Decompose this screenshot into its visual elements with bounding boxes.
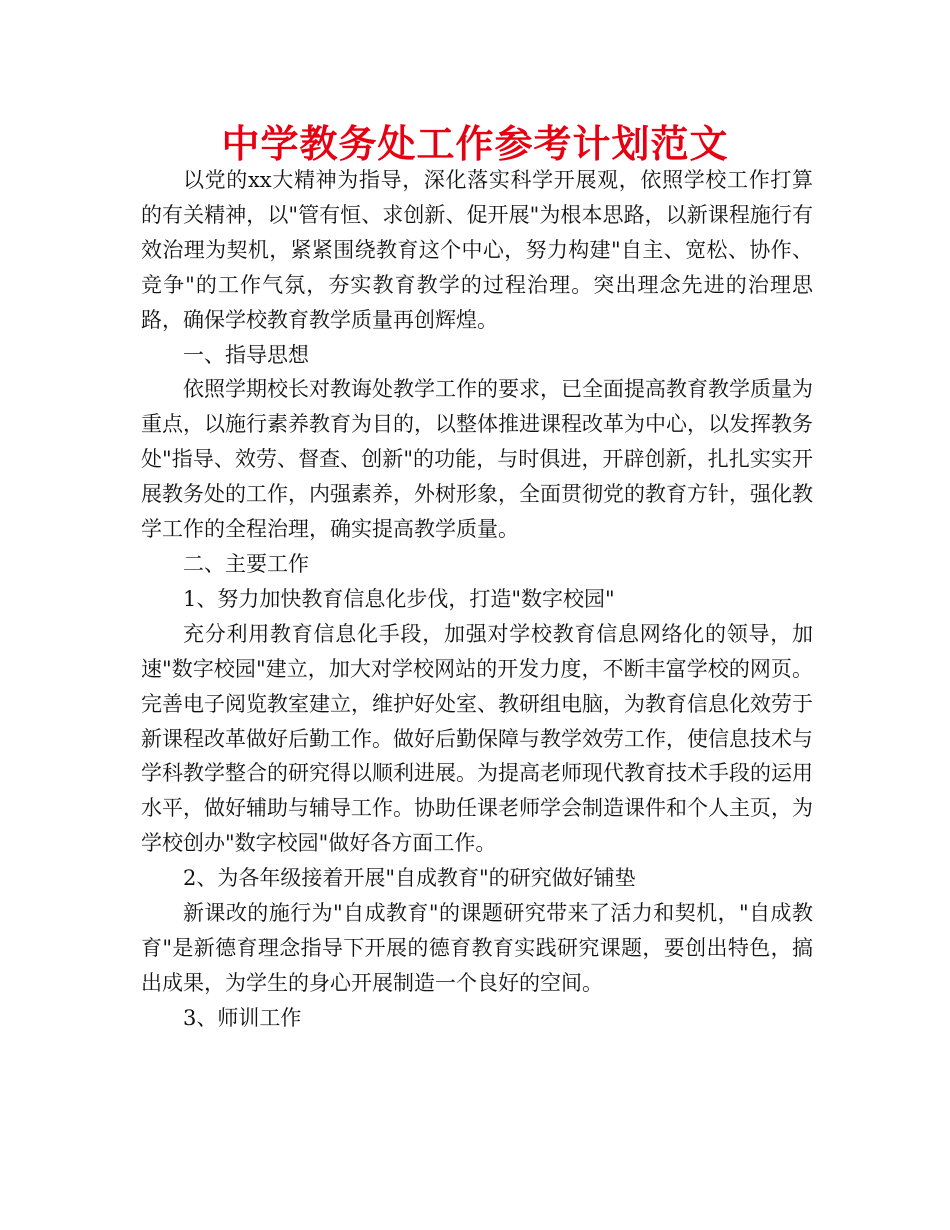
digital-campus-paragraph: 充分利用教育信息化手段，加强对学校教育信息网络化的领导，加速"数字校园"建立，加大对学校网站的开发力度，不断丰富学校的网页。完善电子阅览教室建立，维护好处室、教研组电脑，为教育信息化效劳于新课程改革做好后勤工作。做好后勤保障与教学效劳工作，使信息技术与学科教学整合的研究得以顺利进展。为提高老师现代教育技术手段的运用水平，做好辅助与辅导工作。协助任课老师学会制造课件和个人主页，为学校创办"数字校园"做好各方面工作。 [141, 621, 813, 856]
item-heading-digital-campus: 1、努力加快教育信息化步伐，打造"数字校园" [183, 586, 615, 611]
document-body [141, 163, 813, 1036]
section-heading-guiding-ideology: 一、指导思想 [183, 342, 309, 367]
item-heading-teacher-training: 3、师训工作 [183, 1005, 302, 1030]
guiding-ideology-paragraph: 依照学期校长对教诲处教学工作的要求，已全面提高教育教学质量为重点，以施行素养教育为目的，以整体推进课程改革为中心，以发挥教务处"指导、效劳、督查、创新"的功能，与时俱进，开辟创新，扎扎实实开展教务处的工作，内强素养，外树形象，全面贯彻党的教育方针，强化教学工作的全程治理，确实提高教学质量。 [141, 377, 813, 542]
document-title: 中学教务处工作参考计划范文 [221, 122, 729, 166]
intro-paragraph: 以党的xx大精神为指导，深化落实科学开展观，依照学校工作打算的有关精神，以"管有恒、求创新、促开展"为根本思路，以新课程施行有效治理为契机，紧紧围绕教育这个中心，努力构建"自主、宽松、协作、竞争"的工作气氛，夯实教育教学的过程治理。突出理念先进的治理思路，确保学校教育教学质量再创辉煌。 [141, 168, 813, 332]
self-education-paragraph: 新课改的施行为"自成教育"的课题研究带来了活力和契机，"自成教育"是新德育理念指导下开展的德育教育实践研究课题，要创出特色，搞出成果，为学生的身心开展制造一个良好的空间。 [141, 901, 813, 995]
item-heading-self-education: 2、为各年级接着开展"自成教育"的研究做好铺垫 [183, 866, 636, 891]
section-heading-main-work: 二、主要工作 [183, 551, 309, 576]
